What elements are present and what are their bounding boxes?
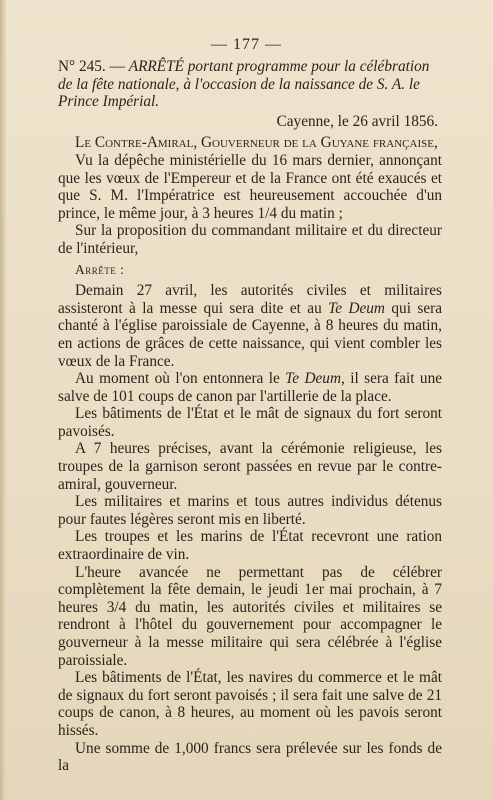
decree-heading	[58, 58, 442, 111]
document-body	[58, 58, 442, 775]
paragraph-4: A 7 heures précises, avant la cérémonie religieuse, les troupes de la garnison seront passées en revue par le contre-amiral, gouverneur.	[58, 440, 442, 493]
page-edge	[0, 0, 6, 800]
issuer-title: Le Contre-Amiral	[75, 134, 194, 152]
paragraph-1	[58, 282, 442, 370]
p2-text: Au moment où l'on entonnera le	[75, 370, 280, 388]
p1-end: qui sera chanté à l'église paroissiale de Cayenne, à 8 heures du matin, en actions de grâces de cette naissance, qui vient combler les vœux de la France.	[58, 299, 442, 370]
issuer-line	[58, 134, 442, 152]
page-number: — 177 —	[211, 36, 282, 53]
paragraph-9: Une somme de 1,000 francs sera prélevée sur les fonds de la	[58, 739, 442, 775]
considerant-1: Vu la dépêche ministérielle du 16 mars dernier, annonçant que les vœux de l'Empereur et de la France ont été exaucés et que S. M. l'Impératrice est heureusement accouchée d'un prince, le même jour, à 3 heures 1/4 du matin ;	[58, 151, 442, 222]
p1-te-deum: Te Deum	[328, 299, 385, 317]
paragraph-3: Les bâtiments de l'État et le mât de signaux du fort seront pavoisés.	[58, 405, 442, 440]
arrete-label: Arrête :	[75, 261, 125, 277]
paragraph-5: Les militaires et marins et tous autres individus détenus pour fautes légères seront mis en liberté.	[58, 493, 442, 528]
issuer-rest: , Gouverneur de la Guyane française,	[193, 134, 438, 152]
p2-te-deum: Te Deum	[285, 370, 341, 388]
p2-end: , il sera fait une salve de 101 coups de canon par l'artillerie de la place.	[58, 370, 443, 405]
considerant-2: Sur la proposition du commandant militaire et du directeur de l'intérieur,	[58, 222, 442, 257]
paragraph-8: Les bâtiments de l'État, les navires du commerce et le mât de signaux du fort seront pavoisés ; il sera fait une salve de 21 coups de canon, à 8 heures, au moment où les pavois seront hissés.	[58, 669, 442, 739]
decree-number: N° 245.	[58, 58, 106, 75]
paragraph-6: Les troupes et les marins de l'État recevront une ration extraordinaire de vin.	[58, 528, 442, 564]
heading-dash: —	[105, 58, 129, 75]
p1-text: Demain 27 avril, les autorités civiles et militaires assisteront à la messe qui sera dite et au	[58, 282, 442, 317]
paragraph-2	[58, 370, 442, 405]
paragraph-7: L'heure avancée ne permettant pas de célébrer complètement la fête demain, le jeudi 1er mai prochain, à 7 heures 3/4 du matin, les autorités civiles et militaires se rendront à l'hôtel du gouvernement pour accompagner le gouverneur à la messe militaire qui sera célébrée à l'église paroissiale.	[58, 563, 442, 669]
decree-title: ARRÊTÉ portant programme pour la célébration de la fête nationale, à l'occasion de la naissance de S. A. le Prince Impérial.	[58, 58, 430, 111]
dateline: Cayenne, le 26 avril 1856.	[276, 112, 438, 130]
